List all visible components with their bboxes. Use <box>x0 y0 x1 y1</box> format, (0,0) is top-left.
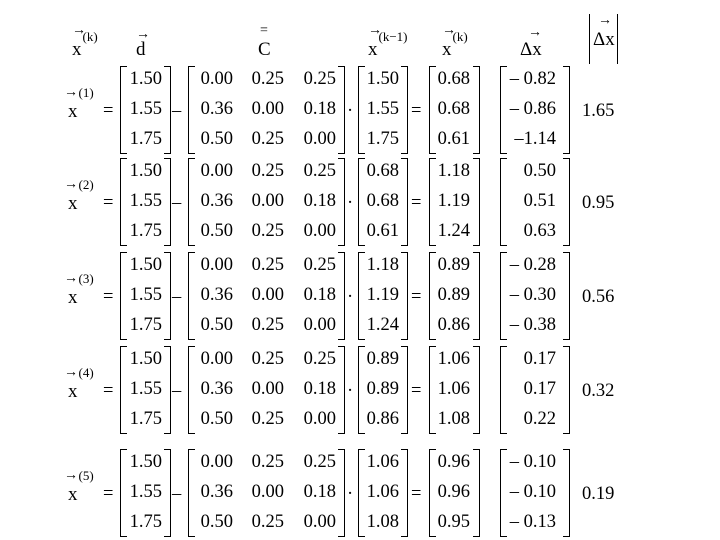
vector-xnew-entry: 1.06 <box>437 349 470 369</box>
matrix-c-entry: 0.36 <box>200 285 233 305</box>
header-delta-x-norm: Δx <box>593 29 615 50</box>
matrix-c-entry: 0.00 <box>251 285 284 305</box>
vector-xprev-entry: 1.19 <box>366 285 399 305</box>
matrix-c-entry: 0.25 <box>251 161 284 181</box>
matrix-c-entry: 0.00 <box>200 452 233 472</box>
vector-xprev-entry: 0.68 <box>366 161 399 181</box>
matrix-bar-icon: = <box>260 23 268 38</box>
vector-d-entry: 1.75 <box>129 315 162 335</box>
vector-xnew-entry: 1.08 <box>437 409 470 429</box>
vector-xnew-entry: 0.96 <box>437 452 470 472</box>
vector-xnew-entry: 1.18 <box>437 161 470 181</box>
vector-xprev-entry: 1.06 <box>366 482 399 502</box>
header-delta-x: Δx <box>520 39 542 60</box>
vector-delta-entry: 0.17 <box>523 349 556 369</box>
vector-delta-entry: 0.50 <box>523 161 556 181</box>
equals-sign: = <box>103 101 114 121</box>
vector-arrow-icon: → <box>64 85 78 100</box>
vector-d-entry: 1.50 <box>129 255 162 275</box>
vector-arrow-icon: → <box>64 468 78 483</box>
vector-xnew-entry: 0.89 <box>437 285 470 305</box>
vector-xnew-entry: 0.95 <box>437 512 470 532</box>
vector-xprev-entry: 1.18 <box>366 255 399 275</box>
norm-bar-right <box>617 14 618 64</box>
vector-d-entry: 1.75 <box>129 409 162 429</box>
vector-xprev-entry: 1.50 <box>366 69 399 89</box>
vector-xprev-entry: 0.68 <box>366 191 399 211</box>
vector-delta-entry: – 0.10 <box>509 482 556 502</box>
vector-arrow-icon: → <box>136 27 150 42</box>
matrix-c-entry: 0.00 <box>251 482 284 502</box>
matrix-c-entry: 0.25 <box>303 161 336 181</box>
header-x-k: $x^{(k)}$ <box>72 29 98 60</box>
vector-xnew-entry: 1.19 <box>437 191 470 211</box>
iteration-label: $x^{(4)}$ <box>68 365 94 402</box>
matrix-c-entry: 0.25 <box>303 452 336 472</box>
equals-sign: = <box>411 193 422 213</box>
minus-sign: – <box>172 381 182 401</box>
equals-sign: = <box>103 484 114 504</box>
vector-xprev-entry: 1.24 <box>366 315 399 335</box>
vector-d-entry: 1.50 <box>129 69 162 89</box>
bracket-right <box>563 66 570 154</box>
vector-d-entry: 1.55 <box>129 285 162 305</box>
matrix-c-entry: 0.25 <box>251 221 284 241</box>
vector-xprev-entry: 1.08 <box>366 512 399 532</box>
matrix-c-entry: 0.36 <box>200 99 233 119</box>
vector-arrow-icon: → <box>64 177 78 192</box>
minus-sign: – <box>172 484 182 504</box>
delta-norm-value: 0.56 <box>582 287 615 307</box>
matrix-c-entry: 0.00 <box>200 161 233 181</box>
matrix-c-entry: 0.25 <box>251 255 284 275</box>
delta-norm-value: 1.65 <box>582 101 615 121</box>
vector-arrow-icon: → <box>598 13 612 28</box>
vector-d-entry: 1.50 <box>129 349 162 369</box>
matrix-c-entry: 0.25 <box>251 69 284 89</box>
matrix-c-entry: 0.18 <box>303 482 336 502</box>
vector-xnew-entry: 0.68 <box>437 99 470 119</box>
matrix-c-entry: 0.18 <box>303 99 336 119</box>
matrix-c-entry: 0.00 <box>200 255 233 275</box>
matrix-c-entry: 0.50 <box>200 315 233 335</box>
header-x-k-new: $x^{(k)}$ <box>442 29 468 60</box>
matrix-c-entry: 0.25 <box>251 315 284 335</box>
equals-sign: = <box>411 484 422 504</box>
vector-d-entry: 1.55 <box>129 482 162 502</box>
equals-sign: = <box>103 193 114 213</box>
iteration-label: $x^{(2)}$ <box>68 177 94 214</box>
matrix-c-entry: 0.00 <box>251 99 284 119</box>
matrix-c-entry: 0.36 <box>200 379 233 399</box>
vector-d-entry: 1.75 <box>129 512 162 532</box>
vector-d-entry: 1.75 <box>129 221 162 241</box>
vector-delta-entry: – 0.82 <box>509 69 556 89</box>
multiply-dot: · <box>347 381 354 401</box>
matrix-c-entry: 0.00 <box>251 379 284 399</box>
matrix-c-entry: 0.00 <box>200 69 233 89</box>
matrix-c-entry: 0.25 <box>303 349 336 369</box>
matrix-c-entry: 0.25 <box>303 255 336 275</box>
vector-delta-entry: – 0.13 <box>509 512 556 532</box>
matrix-c-entry: 0.25 <box>251 452 284 472</box>
vector-delta-entry: –1.14 <box>514 129 556 149</box>
norm-bar-left <box>589 14 590 64</box>
matrix-c-entry: 0.00 <box>303 512 336 532</box>
matrix-c-entry: 0.00 <box>251 191 284 211</box>
vector-xnew-entry: 0.86 <box>437 315 470 335</box>
multiply-dot: · <box>347 484 354 504</box>
bracket-right <box>563 346 570 434</box>
iteration-label: $x^{(5)}$ <box>68 468 94 505</box>
vector-delta-entry: 0.63 <box>523 221 556 241</box>
vector-d-entry: 1.75 <box>129 129 162 149</box>
equals-sign: = <box>411 381 422 401</box>
multiply-dot: · <box>347 193 354 213</box>
vector-d-entry: 1.50 <box>129 161 162 181</box>
vector-xnew-entry: 0.61 <box>437 129 470 149</box>
matrix-c-entry: 0.50 <box>200 409 233 429</box>
bracket-right <box>563 252 570 340</box>
vector-delta-entry: – 0.86 <box>509 99 556 119</box>
vector-delta-entry: – 0.10 <box>509 452 556 472</box>
header-x-k-minus-1: $x^{(k-1)}$ <box>368 29 408 60</box>
matrix-c-entry: 0.00 <box>303 129 336 149</box>
matrix-c-entry: 0.18 <box>303 379 336 399</box>
matrix-c-entry: 0.00 <box>303 409 336 429</box>
header-d: d <box>136 39 146 60</box>
vector-arrow-icon: → <box>442 23 456 38</box>
matrix-c-entry: 0.25 <box>251 409 284 429</box>
vector-xnew-entry: 0.89 <box>437 255 470 275</box>
vector-arrow-icon: → <box>64 271 78 286</box>
iteration-label: $x^{(1)}$ <box>68 85 94 122</box>
equals-sign: = <box>103 381 114 401</box>
matrix-c-entry: 0.00 <box>303 221 336 241</box>
delta-norm-value: 0.95 <box>582 193 615 213</box>
vector-xprev-entry: 0.86 <box>366 409 399 429</box>
vector-arrow-icon: → <box>72 23 86 38</box>
iteration-label: $x^{(3)}$ <box>68 271 94 308</box>
matrix-c-entry: 0.36 <box>200 191 233 211</box>
vector-xprev-entry: 1.06 <box>366 452 399 472</box>
delta-norm-value: 0.32 <box>582 381 615 401</box>
equals-sign: = <box>103 287 114 307</box>
delta-norm-value: 0.19 <box>582 484 615 504</box>
vector-xnew-entry: 1.24 <box>437 221 470 241</box>
vector-arrow-icon: → <box>64 365 78 380</box>
equals-sign: = <box>411 101 422 121</box>
vector-xnew-entry: 0.96 <box>437 482 470 502</box>
vector-delta-entry: – 0.30 <box>509 285 556 305</box>
vector-xprev-entry: 0.89 <box>366 349 399 369</box>
vector-d-entry: 1.50 <box>129 452 162 472</box>
multiply-dot: · <box>347 287 354 307</box>
matrix-c-entry: 0.50 <box>200 129 233 149</box>
vector-xnew-entry: 1.06 <box>437 379 470 399</box>
multiply-dot: · <box>347 101 354 121</box>
vector-xprev-entry: 1.55 <box>366 99 399 119</box>
vector-delta-entry: 0.51 <box>523 191 556 211</box>
matrix-c-entry: 0.50 <box>200 512 233 532</box>
vector-xprev-entry: 1.75 <box>366 129 399 149</box>
vector-delta-entry: 0.22 <box>523 409 556 429</box>
vector-d-entry: 1.55 <box>129 191 162 211</box>
matrix-c-entry: 0.25 <box>303 69 336 89</box>
vector-delta-entry: 0.17 <box>523 379 556 399</box>
vector-delta-entry: – 0.38 <box>509 315 556 335</box>
matrix-c-entry: 0.00 <box>200 349 233 369</box>
matrix-c-entry: 0.25 <box>251 512 284 532</box>
matrix-c-entry: 0.36 <box>200 482 233 502</box>
matrix-c-entry: 0.18 <box>303 285 336 305</box>
matrix-c-entry: 0.25 <box>251 349 284 369</box>
minus-sign: – <box>172 287 182 307</box>
header-c: C <box>258 39 271 60</box>
bracket-right <box>563 449 570 537</box>
matrix-c-entry: 0.18 <box>303 191 336 211</box>
matrix-c-entry: 0.00 <box>303 315 336 335</box>
vector-xprev-entry: 0.89 <box>366 379 399 399</box>
vector-arrow-icon: → <box>368 23 382 38</box>
vector-d-entry: 1.55 <box>129 99 162 119</box>
vector-arrow-icon: → <box>528 25 542 40</box>
minus-sign: – <box>172 193 182 213</box>
minus-sign: – <box>172 101 182 121</box>
matrix-c-entry: 0.25 <box>251 129 284 149</box>
vector-d-entry: 1.55 <box>129 379 162 399</box>
bracket-right <box>563 158 570 246</box>
matrix-c-entry: 0.50 <box>200 221 233 241</box>
equals-sign: = <box>411 287 422 307</box>
vector-delta-entry: – 0.28 <box>509 255 556 275</box>
vector-xprev-entry: 0.61 <box>366 221 399 241</box>
vector-xnew-entry: 0.68 <box>437 69 470 89</box>
